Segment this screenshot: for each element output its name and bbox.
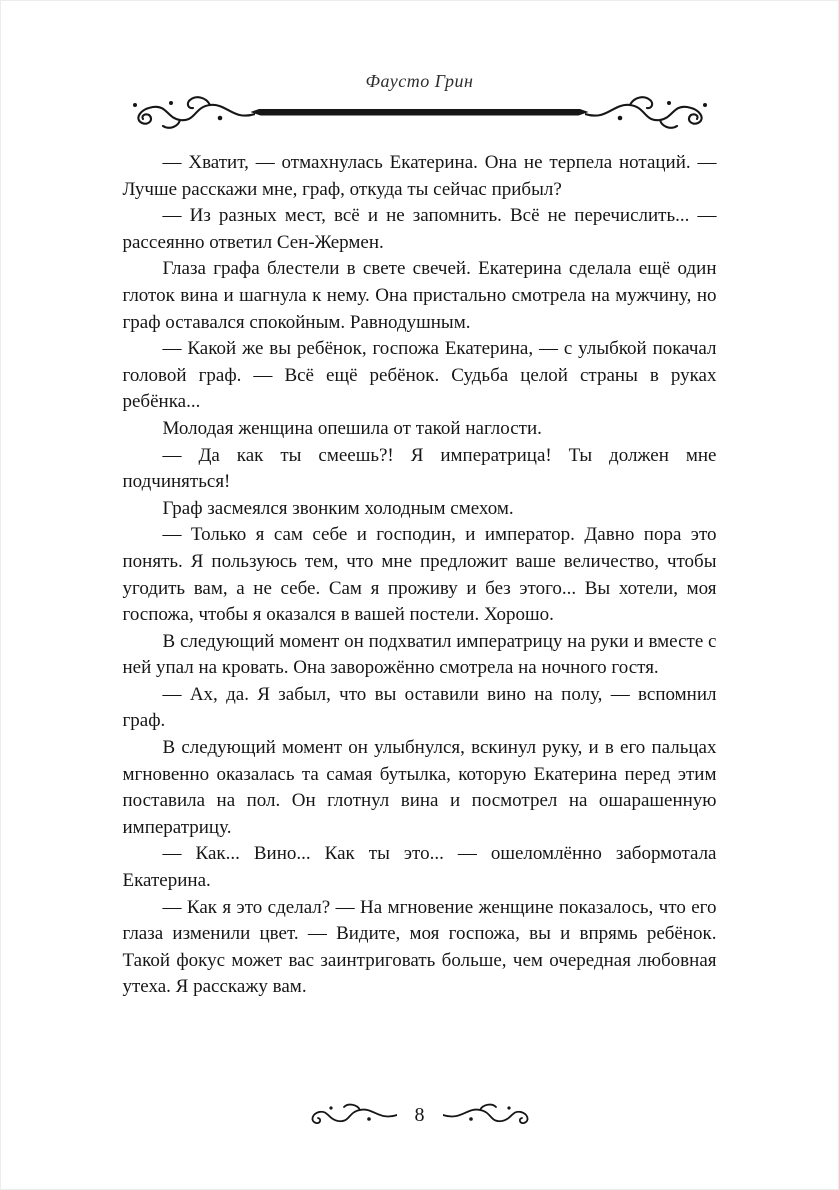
page-number: 8: [414, 1103, 425, 1126]
vine-flourish-icon: [585, 95, 717, 129]
vine-flourish-small-icon: [309, 1103, 397, 1127]
vine-flourish-small-icon: [443, 1103, 531, 1127]
header-rule-bar: [251, 109, 589, 116]
paragraph: — Ах, да. Я забыл, что вы оставили вино на полу, — вспомнил граф.: [122, 683, 717, 732]
paragraph: В следующий момент он улыбнулся, вскинул руку, и в его пальцах мгновенно оказалась та самая бутылка, которую Екатерина перед этим поставила на пол. Он глотнул вина и посмотрел на ошарашенную императрицу.: [122, 737, 717, 838]
paragraph: — Хватит, — отмахнулась Екатерина. Она не терпела нотаций. — Лучше расскажи мне, граф, откуда ты сейчас прибыл?: [122, 152, 717, 200]
page-body: [123, 150, 717, 1001]
vine-flourish-icon: [123, 95, 255, 129]
paragraph: — Какой же вы ребёнок, госпожа Екатерина, — с улыбкой покачал головой граф. — Всё ещё ребёнок. Судьба целой страны в руках ребёнка...: [122, 338, 717, 413]
paragraph: — Как... Вино... Как ты это... — ошеломлённо забормотала Екатерина.: [122, 843, 717, 892]
running-title: Фаусто Грин: [365, 71, 474, 91]
paragraph: — Только я сам себе и господин, и император. Давно пора это понять. Я пользуюсь тем, что мне предложит ваше величество, чтобы угодить вам, а не себе. Сам я проживу и без этого... Вы хотели, моя госпожа, чтобы я оказался в вашей постели. Хорошо.: [122, 524, 717, 626]
paragraph: Молодая женщина опешила от такой наглости.: [162, 417, 542, 439]
paragraph: — Из разных мест, всё и не запомнить. Всё не перечислить... — рассеянно ответил Сен-Жермен.: [122, 205, 717, 253]
page-header: [123, 1, 717, 129]
header-ornament-row: [123, 95, 717, 129]
paragraph: В следующий момент он подхватил императрицу на руки и вместе с ней упал на кровать. Она заворожённо смотрела на ночного гостя.: [122, 630, 717, 679]
page-footer: [1, 1103, 838, 1127]
paragraph: Глаза графа блестели в свете свечей. Екатерина сделала ещё один глоток вина и шагнула к нему. Она пристально смотрела на мужчину, но граф оставался спокойным. Равнодушным.: [122, 258, 717, 333]
paragraph: — Как я это сделал? — На мгновение женщине показалось, что его глаза изменили цвет. — Видите, моя госпожа, вы и впрямь ребёнок. Такой фокус может вас заинтриговать больше, чем очередная любовная утеха. Я расскажу вам.: [122, 896, 717, 998]
paragraph: Граф засмеялся звонким холодным смехом.: [162, 497, 514, 519]
paragraph: — Да как ты смеешь?! Я императрица! Ты должен мне подчиняться!: [122, 444, 717, 493]
